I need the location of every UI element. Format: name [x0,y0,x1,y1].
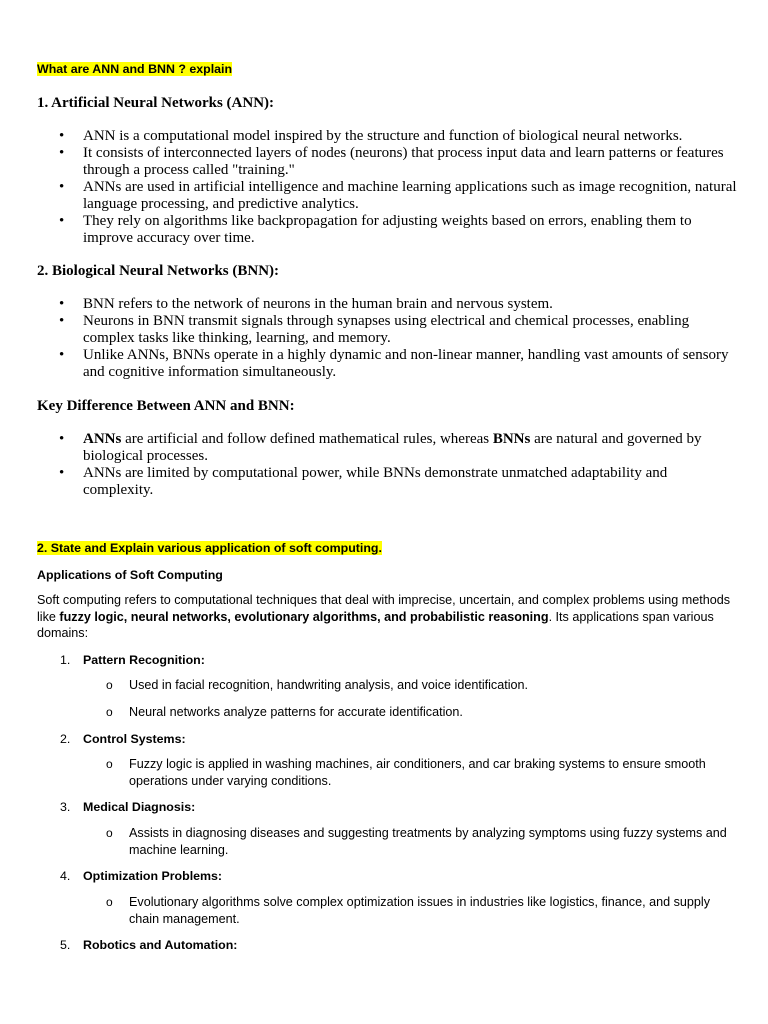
highlight: What are ANN and BNN ? explain [37,62,233,76]
list-item: • ANNs are used in artificial intelligence and machine learning applications such as image recognition, natural language processing, and predictive analytics. [59,179,737,212]
list-number: 1. [60,653,71,667]
circle-bullet-icon: o [106,826,113,840]
item-label-pattern-recognition: Pattern Recognition: [83,653,205,667]
bnn-bullet-list [0,296,740,381]
difference-heading: Key Difference Between ANN and BNN: [37,398,295,414]
bullet-icon: • [59,431,65,447]
highlight: 2. State and Explain various application of soft computing. [37,541,382,555]
bullet-icon: • [59,179,65,195]
list-item: • ANN is a computational model inspired by the structure and function of biological neural networks. [59,128,683,144]
question-1-heading [37,61,232,77]
circle-bullet-icon: o [106,757,113,771]
bullet-icon: • [59,313,65,329]
bullet-icon: • [59,296,65,312]
list-number: 5. [60,938,71,952]
document-page: What are ANN and BNN ? explain 1. Artificial Neural Networks (ANN): • ANN is a computational model inspired by the structure and function of biological neural networks. • It consists of interconnected layers of nodes (neurons) that process input data and learn patterns or features through a process called "training." • ANNs are used in artificial intelligence and machine learning applications such as image recognition, natural language processing, and predictive analytics. • They rely on algorithms like backpropagation for adjusting weights based on errors, enabling them to improve accuracy over time. 2. Biological Neural Networks (BNN): • BNN refers to the network of neurons in the human brain and nervous system. • Neurons in BNN transmit signals through synapses using electrical and chemical processes, enabling complex tasks like thinking, learning, and memory. • Unlike ANNs, BNNs operate in a highly dynamic and non-linear manner, handling vast amounts of sensory and cognitive information simultaneously. Key Difference Between ANN and BNN: • ANNs are artificial and follow defined mathematical rules, whereas BNNs are natural and governed by biological processes. • ANNs are limited by computational power, while BNNs demonstrate unmatched adaptability and complexity. 2. State and Explain various application of soft computing. Applications of Soft Computing Soft computing refers to computational techniques that deal with imprecise, uncertain, and complex problems using methods like fuzzy logic, neural networks, evolutionary algorithms, and probabilistic reasoning. Its applications span various domains: 1. Pattern Recognition: o Used in facial recognition, handwriting analysis, and voice identification. o Neural networks analyze patterns for accurate identification. 2. Control Systems: o Fuzzy logic is applied in washing machines, air conditioners, and car braking systems to ensure smooth operations under varying conditions. 3. Medical Diagnosis: o Assists in diagnosing diseases and suggesting treatments by analyzing symptoms using fuzzy systems and machine learning. 4. Optimization Problems: o Evolutionary algorithms solve complex optimization issues in industries like logistics, finance, and supply chain management. 5. Robotics and Automation: [0,0,768,1024]
list-item: • ANNs are artificial and follow defined mathematical rules, whereas BNNs are natural and governed by biological processes. [59,431,702,464]
bullet-icon: • [59,145,65,161]
list-number: 4. [60,869,71,883]
list-number: 3. [60,800,71,814]
applications-title: Applications of Soft Computing [37,568,223,582]
bnn-heading: 2. Biological Neural Networks (BNN): [37,263,280,279]
list-item: • BNN refers to the network of neurons in the human brain and nervous system. [59,296,553,312]
question-2-heading [37,540,382,556]
list-item: • It consists of interconnected layers of nodes (neurons) that process input data and learn patterns or features through a process called "training." [59,145,724,178]
difference-bullet-list [0,431,740,499]
intro-paragraph: Soft computing refers to computational techniques that deal with imprecise, uncertain, and complex problems using methods like fuzzy logic, neural networks, evolutionary algorithms, and probabilistic reasoning. Its applications span various domains: [37,593,731,640]
list-item: • They rely on algorithms like backpropagation for adjusting weights based on errors, enabling them to improve accuracy over time. [59,213,692,246]
item-label-medical-diagnosis: Medical Diagnosis: [83,800,196,814]
circle-bullet-icon: o [106,678,113,692]
ann-heading: 1. Artificial Neural Networks (ANN): [37,95,275,111]
bullet-icon: • [59,465,65,481]
bullet-icon: • [59,128,65,144]
item-label-robotics-automation: Robotics and Automation: [83,938,238,952]
circle-bullet-icon: o [106,895,113,909]
item-label-control-systems: Control Systems: [83,732,186,746]
bullet-icon: • [59,347,65,363]
bullet-icon: • [59,213,65,229]
ann-bullet-list [0,128,740,247]
list-item: • Unlike ANNs, BNNs operate in a highly dynamic and non-linear manner, handling vast amounts of sensory and cognitive information simultaneously. [59,347,729,380]
item-label-optimization-problems: Optimization Problems: [83,869,223,883]
circle-bullet-icon: o [106,705,113,719]
list-number: 2. [60,732,71,746]
list-item: • Neurons in BNN transmit signals through synapses using electrical and chemical processes, enabling complex tasks like thinking, learning, and memory. [59,313,690,346]
list-item: • ANNs are limited by computational power, while BNNs demonstrate unmatched adaptability and complexity. [59,465,668,498]
